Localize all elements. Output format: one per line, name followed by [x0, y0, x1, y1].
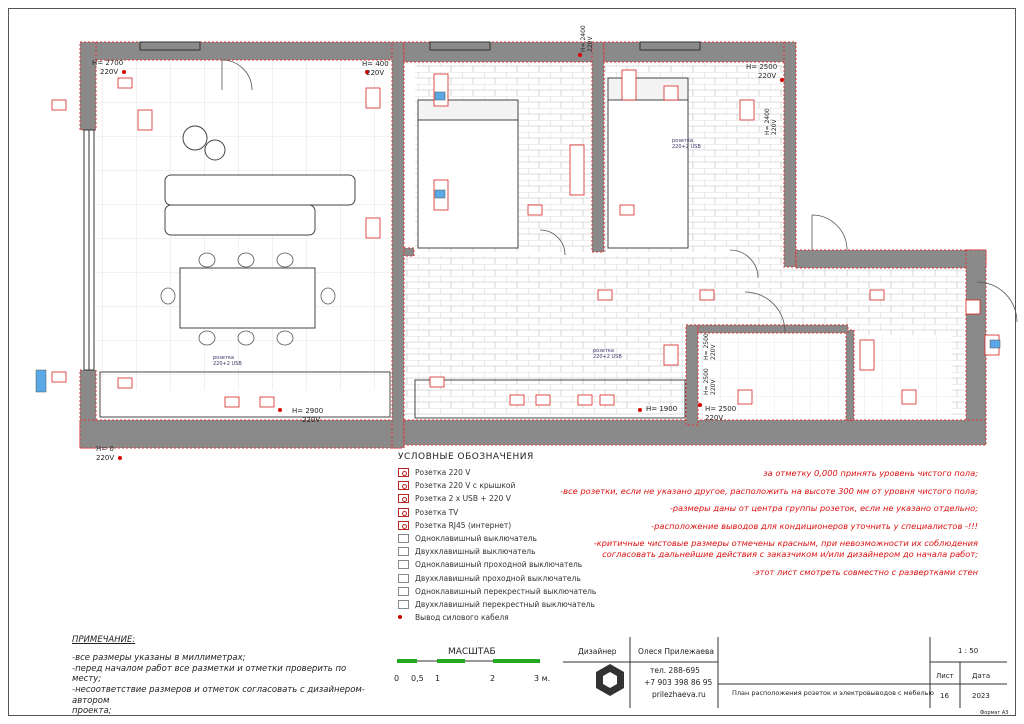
- note-line: -перед началом работ все разметки и отметки проверить по месту;: [72, 663, 347, 685]
- dim-label: H= 2500 220V: [703, 368, 717, 395]
- legend-item: Розетка RJ45 (интернет): [398, 519, 568, 532]
- tb-scale: 1 : 50: [958, 647, 979, 655]
- socket-lid-icon: [398, 481, 409, 490]
- tb-date: 2023: [972, 692, 990, 700]
- tb-sheet-title: План расположения розеток и электровыводов с мебелью: [732, 689, 934, 697]
- double-pass-switch-icon: [398, 574, 409, 583]
- scale-bar: [397, 659, 540, 663]
- red-note: -все розетки, если не указано другое, расположить на высоте 300 мм от уровня чистого пола;: [560, 485, 978, 496]
- scale-label: 2: [490, 674, 496, 683]
- legend-item: Розетка 220 V с крышкой: [398, 479, 568, 492]
- legend-item: Двухклавишный проходной выключатель: [398, 572, 568, 585]
- notes-title: ПРИМЕЧАНИЕ:: [72, 635, 136, 645]
- switch-icon: [398, 534, 409, 543]
- legend-item: Одноклавишный проходной выключатель: [398, 558, 568, 571]
- socket-icon: [398, 468, 409, 477]
- cable-outlet-icon: [398, 613, 409, 622]
- notes: [72, 635, 372, 717]
- tb-phone: +7 903 398 86 95: [644, 678, 713, 687]
- socket-note: розетка 220+2 USB: [593, 348, 622, 360]
- tb-role: Дизайнер: [578, 647, 617, 656]
- tb-phone: тел. 288-695: [650, 666, 700, 675]
- legend: [398, 452, 597, 624]
- dim-label: H= 0 220V: [96, 445, 115, 462]
- legend-item: Вывод силового кабеля: [398, 611, 568, 624]
- dim-label: H= 2400 220V: [764, 108, 778, 135]
- legend-item: Розетка TV: [398, 506, 568, 519]
- scale-label: 0: [394, 674, 400, 683]
- usb-socket-icon: [398, 494, 409, 503]
- red-note: за отметку 0,000 принять уровень чистого пола;: [763, 468, 978, 478]
- tv-socket-icon: [398, 508, 409, 517]
- dim-label: H= 400 220V: [362, 60, 389, 77]
- red-note: -расположение выводов для кондиционеров уточнить у специалистов -!!!: [651, 520, 978, 531]
- double-cross-switch-icon: [398, 600, 409, 609]
- tb-sheet-no: 16: [940, 692, 949, 700]
- red-note: -этот лист смотреть совместно с развертками стен: [752, 566, 978, 577]
- note-line: -несоответствие размеров и отметок согласовать с дизайнером-автором: [72, 684, 365, 706]
- tb-designer-name: Олеся Прилежаева: [638, 647, 714, 656]
- rj45-socket-icon: [398, 521, 409, 530]
- dim-label: H= 2900 220V: [292, 407, 324, 424]
- legend-item: Розетка 2 x USB + 220 V: [398, 492, 568, 505]
- double-switch-icon: [398, 547, 409, 556]
- legend-item: Одноклавишный выключатель: [398, 532, 568, 545]
- note-line: -все размеры указаны в миллиметрах;: [72, 653, 246, 663]
- scale-label: 3 м.: [534, 674, 551, 683]
- legend-item: Одноклавишный перекрестный выключатель: [398, 585, 568, 598]
- pass-switch-icon: [398, 560, 409, 569]
- socket-note: розетка 220+2 USB: [672, 138, 701, 150]
- dim-label: H= 2700 220V: [92, 59, 124, 76]
- tb-sheet-label: Лист: [936, 672, 954, 680]
- legend-item: Двухклавишный выключатель: [398, 545, 568, 558]
- dim-label: H= 2500 220V: [703, 333, 717, 360]
- tb-date-label: Дата: [972, 672, 991, 680]
- tb-format: Формат А3: [980, 710, 1009, 716]
- note-line: проекта;: [72, 706, 112, 717]
- legend-item: Двухклавишный перекрестный выключатель: [398, 598, 568, 611]
- dim-label: H= 2400 220V: [580, 25, 594, 52]
- red-notes: [558, 468, 978, 584]
- scale-title: МАСШТАБ: [448, 647, 496, 657]
- designer-logo: [596, 664, 624, 696]
- dim-label: H= 1900: [646, 405, 678, 413]
- legend-title: УСЛОВНЫЕ ОБОЗНАЧЕНИЯ: [398, 452, 534, 462]
- socket-note: розетка 220+2 USB: [213, 355, 242, 367]
- dim-label: H= 2500 220V: [705, 405, 737, 422]
- cross-switch-icon: [398, 587, 409, 596]
- dim-label: H= 2500 220V: [746, 63, 778, 80]
- scale-label: 0,5: [411, 674, 424, 683]
- red-note: -размеры даны от центра группы розеток, если не указано отдельно;: [669, 503, 978, 514]
- red-note: -критичные чистовые размеры отмечены красным, при невозможности их соблюдения согласовать дальнейшие действия с заказчиком и/или дизайнером до начала работ;: [593, 538, 978, 560]
- legend-item: Розетка 220 V: [398, 466, 568, 479]
- scale-label: 1: [435, 674, 441, 683]
- tb-site: prilezhaeva.ru: [652, 690, 706, 699]
